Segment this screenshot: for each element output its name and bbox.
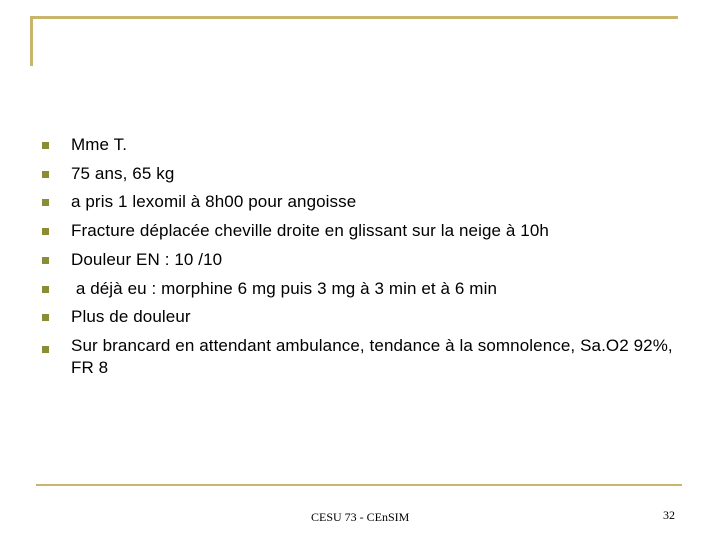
bullet-item	[40, 217, 680, 246]
bullet-item	[40, 246, 680, 275]
bullet-text: 75 ans, 65 kg	[71, 163, 175, 183]
square-bullet-icon	[42, 257, 49, 264]
bullet-text: Plus de douleur	[71, 307, 191, 327]
left-frame-line	[30, 16, 33, 66]
bullet-text: Douleur EN : 10 /10	[71, 249, 223, 269]
bullet-text: a déjà eu : morphine 6 mg puis 3 mg à 3 min et à 6 min	[71, 278, 498, 298]
top-frame-line	[30, 16, 678, 19]
square-bullet-icon	[42, 199, 49, 206]
square-bullet-icon	[42, 171, 49, 178]
bullet-text: a pris 1 lexomil à 8h00 pour angoisse	[71, 192, 357, 212]
bullet-text: Mme T.	[71, 135, 128, 154]
page-number: 32	[663, 508, 675, 522]
bullet-item	[40, 275, 680, 304]
square-bullet-icon	[42, 314, 49, 321]
square-bullet-icon	[42, 346, 49, 353]
square-bullet-icon	[42, 228, 49, 235]
bullet-item	[40, 332, 680, 379]
bullet-item	[40, 303, 680, 332]
square-bullet-icon	[42, 286, 49, 293]
bullet-item	[40, 131, 680, 160]
square-bullet-icon	[42, 142, 49, 149]
footer-divider	[36, 484, 682, 486]
footer-text: CESU 73 - CEnSIM	[311, 510, 410, 524]
bullet-item	[40, 188, 680, 217]
bullet-text: Sur brancard en attendant ambulance, tendance à la somnolence, Sa.O2 92%, FR 8	[71, 335, 673, 377]
bullet-text: Fracture déplacée cheville droite en glissant sur la neige à 10h	[71, 221, 549, 241]
bullet-item	[40, 160, 680, 189]
bullet-list	[40, 131, 680, 379]
